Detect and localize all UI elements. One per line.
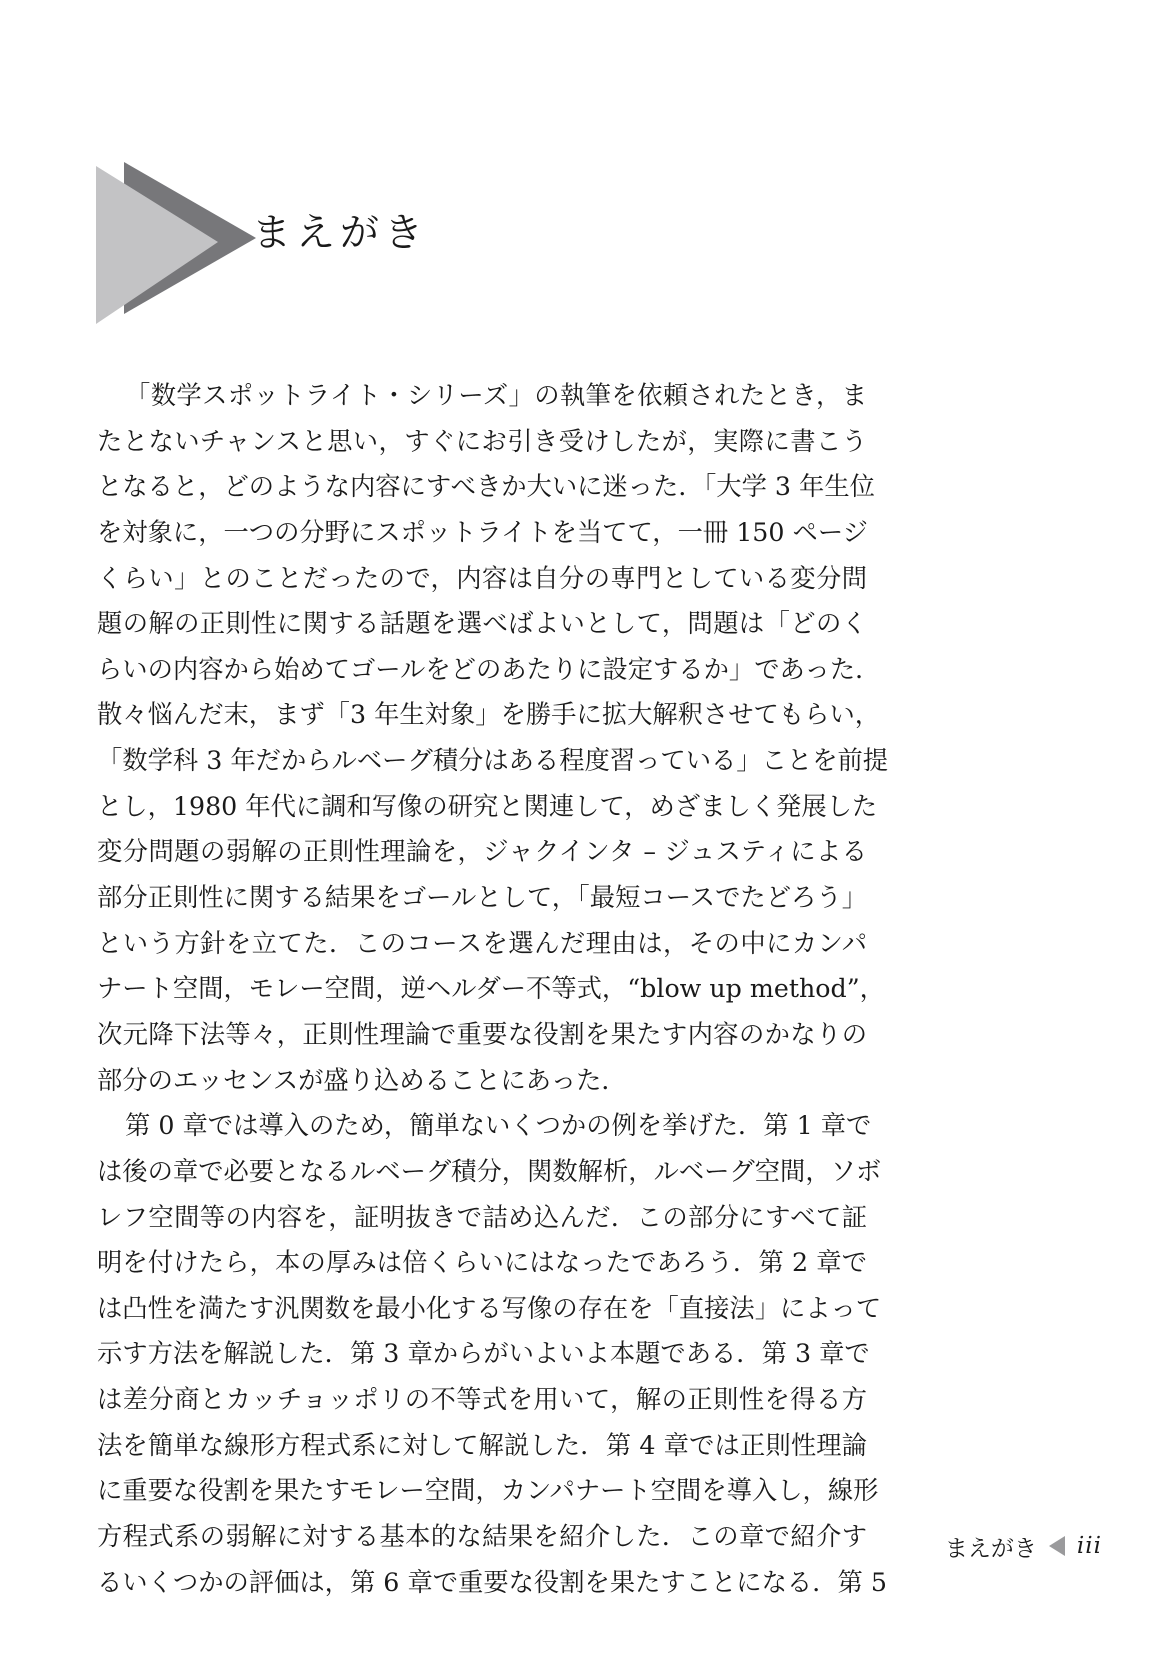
paragraph-1-line-13: という方針を立てた．このコースを選んだ理由は，その中にカンパ <box>97 928 867 958</box>
paragraph-1-line-9: 「数学科 3 年だからルベーグ積分はある程度習っている」ことを前提 <box>97 746 889 776</box>
page-number: iii <box>1076 1533 1102 1559</box>
paragraph-1-line-14: ナート空間，モレー空間，逆ヘルダー不等式，“blow up method”， <box>97 974 885 1004</box>
left-triangle-icon <box>1049 1536 1065 1556</box>
paragraph-1-line-4: を対象に，一つの分野にスポットライトを当てて，一冊 150 ページ <box>97 517 868 547</box>
paragraph-1-line-8: 散々悩んだ末，まず「3 年生対象」を勝手に拡大解釈させてもらい， <box>97 700 881 730</box>
paragraph-2-line-4: 明を付けたら，本の厚みは倍くらいにはなったであろう．第 2 章で <box>97 1248 867 1278</box>
chapter-marker-icon <box>96 162 256 324</box>
paragraph-1-line-16: 部分のエッセンスが盛り込めることにあった． <box>97 1065 627 1095</box>
body-text <box>97 373 889 1605</box>
footer-section-label: まえがき <box>944 1535 1037 1562</box>
paragraph-1-line-15: 次元降下法等々，正則性理論で重要な役割を果たす内容のかなりの <box>97 1019 867 1049</box>
paragraph-2-line-3: レフ空間等の内容を，証明抜きで詰め込んだ．この部分にすべて証 <box>97 1202 867 1232</box>
paragraph-2-line-8: 法を簡単な線形方程式系に対して解説した．第 4 章では正則性理論 <box>97 1430 867 1460</box>
paragraph-2-line-5: は凸性を満たす汎関数を最小化する写像の存在を「直接法」によって <box>97 1293 882 1323</box>
paragraph-1-line-5: くらい」とのことだったので，内容は自分の専門としている変分問 <box>97 563 867 593</box>
paragraph-2-line-11: るいくつかの評価は，第 6 章で重要な役割を果たすことになる．第 5 <box>97 1567 887 1597</box>
paragraph-1-line-7: らいの内容から始めてゴールをどのあたりに設定するか」であった． <box>97 654 881 684</box>
paragraph-1-line-11: 変分問題の弱解の正則性理論を，ジャクインタ – ジュスティによる <box>97 837 867 867</box>
paragraph-2-line-2: は後の章で必要となるルベーグ積分，関数解析，ルベーグ空間，ソボ <box>97 1156 882 1186</box>
paragraph-2-line-1: 第 0 章では導入のため，簡単ないくつかの例を挙げた．第 1 章で <box>125 1111 872 1141</box>
paragraph-1-line-6: 題の解の正則性に関する話題を選べばよいとして，問題は「どのく <box>97 609 867 639</box>
paragraph-2-line-10: 方程式系の弱解に対する基本的な結果を紹介した．この章で紹介す <box>97 1522 867 1552</box>
paragraph-1-line-12: 部分正則性に関する結果をゴールとして，「最短コースでたどろう」 <box>97 883 867 913</box>
chapter-title: まえがき <box>252 211 429 256</box>
paragraph-1-line-10: とし，1980 年代に調和写像の研究と関連して，めざましく発展した <box>97 791 878 821</box>
paragraph-2-line-9: に重要な役割を果たすモレー空間，カンパナート空間を導入し，線形 <box>97 1476 879 1506</box>
paragraph-2-line-7: は差分商とカッチョッポリの不等式を用いて，解の正則性を得る方 <box>97 1385 867 1415</box>
paragraph-1-line-3: となると，どのような内容にすべきか大いに迷った．「大学 3 年生位 <box>97 472 875 502</box>
paragraph-1-line-2: たとないチャンスと思い，すぐにお引き受けしたが，実際に書こう <box>97 426 867 456</box>
paragraph-1-line-1: 「数学スポットライト・シリーズ」の執筆を依頼されたとき，ま <box>125 381 867 410</box>
paragraph-2-line-6: 示す方法を解説した．第 3 章からがいよいよ本題である．第 3 章で <box>97 1339 870 1369</box>
page-footer <box>945 1526 1102 1566</box>
